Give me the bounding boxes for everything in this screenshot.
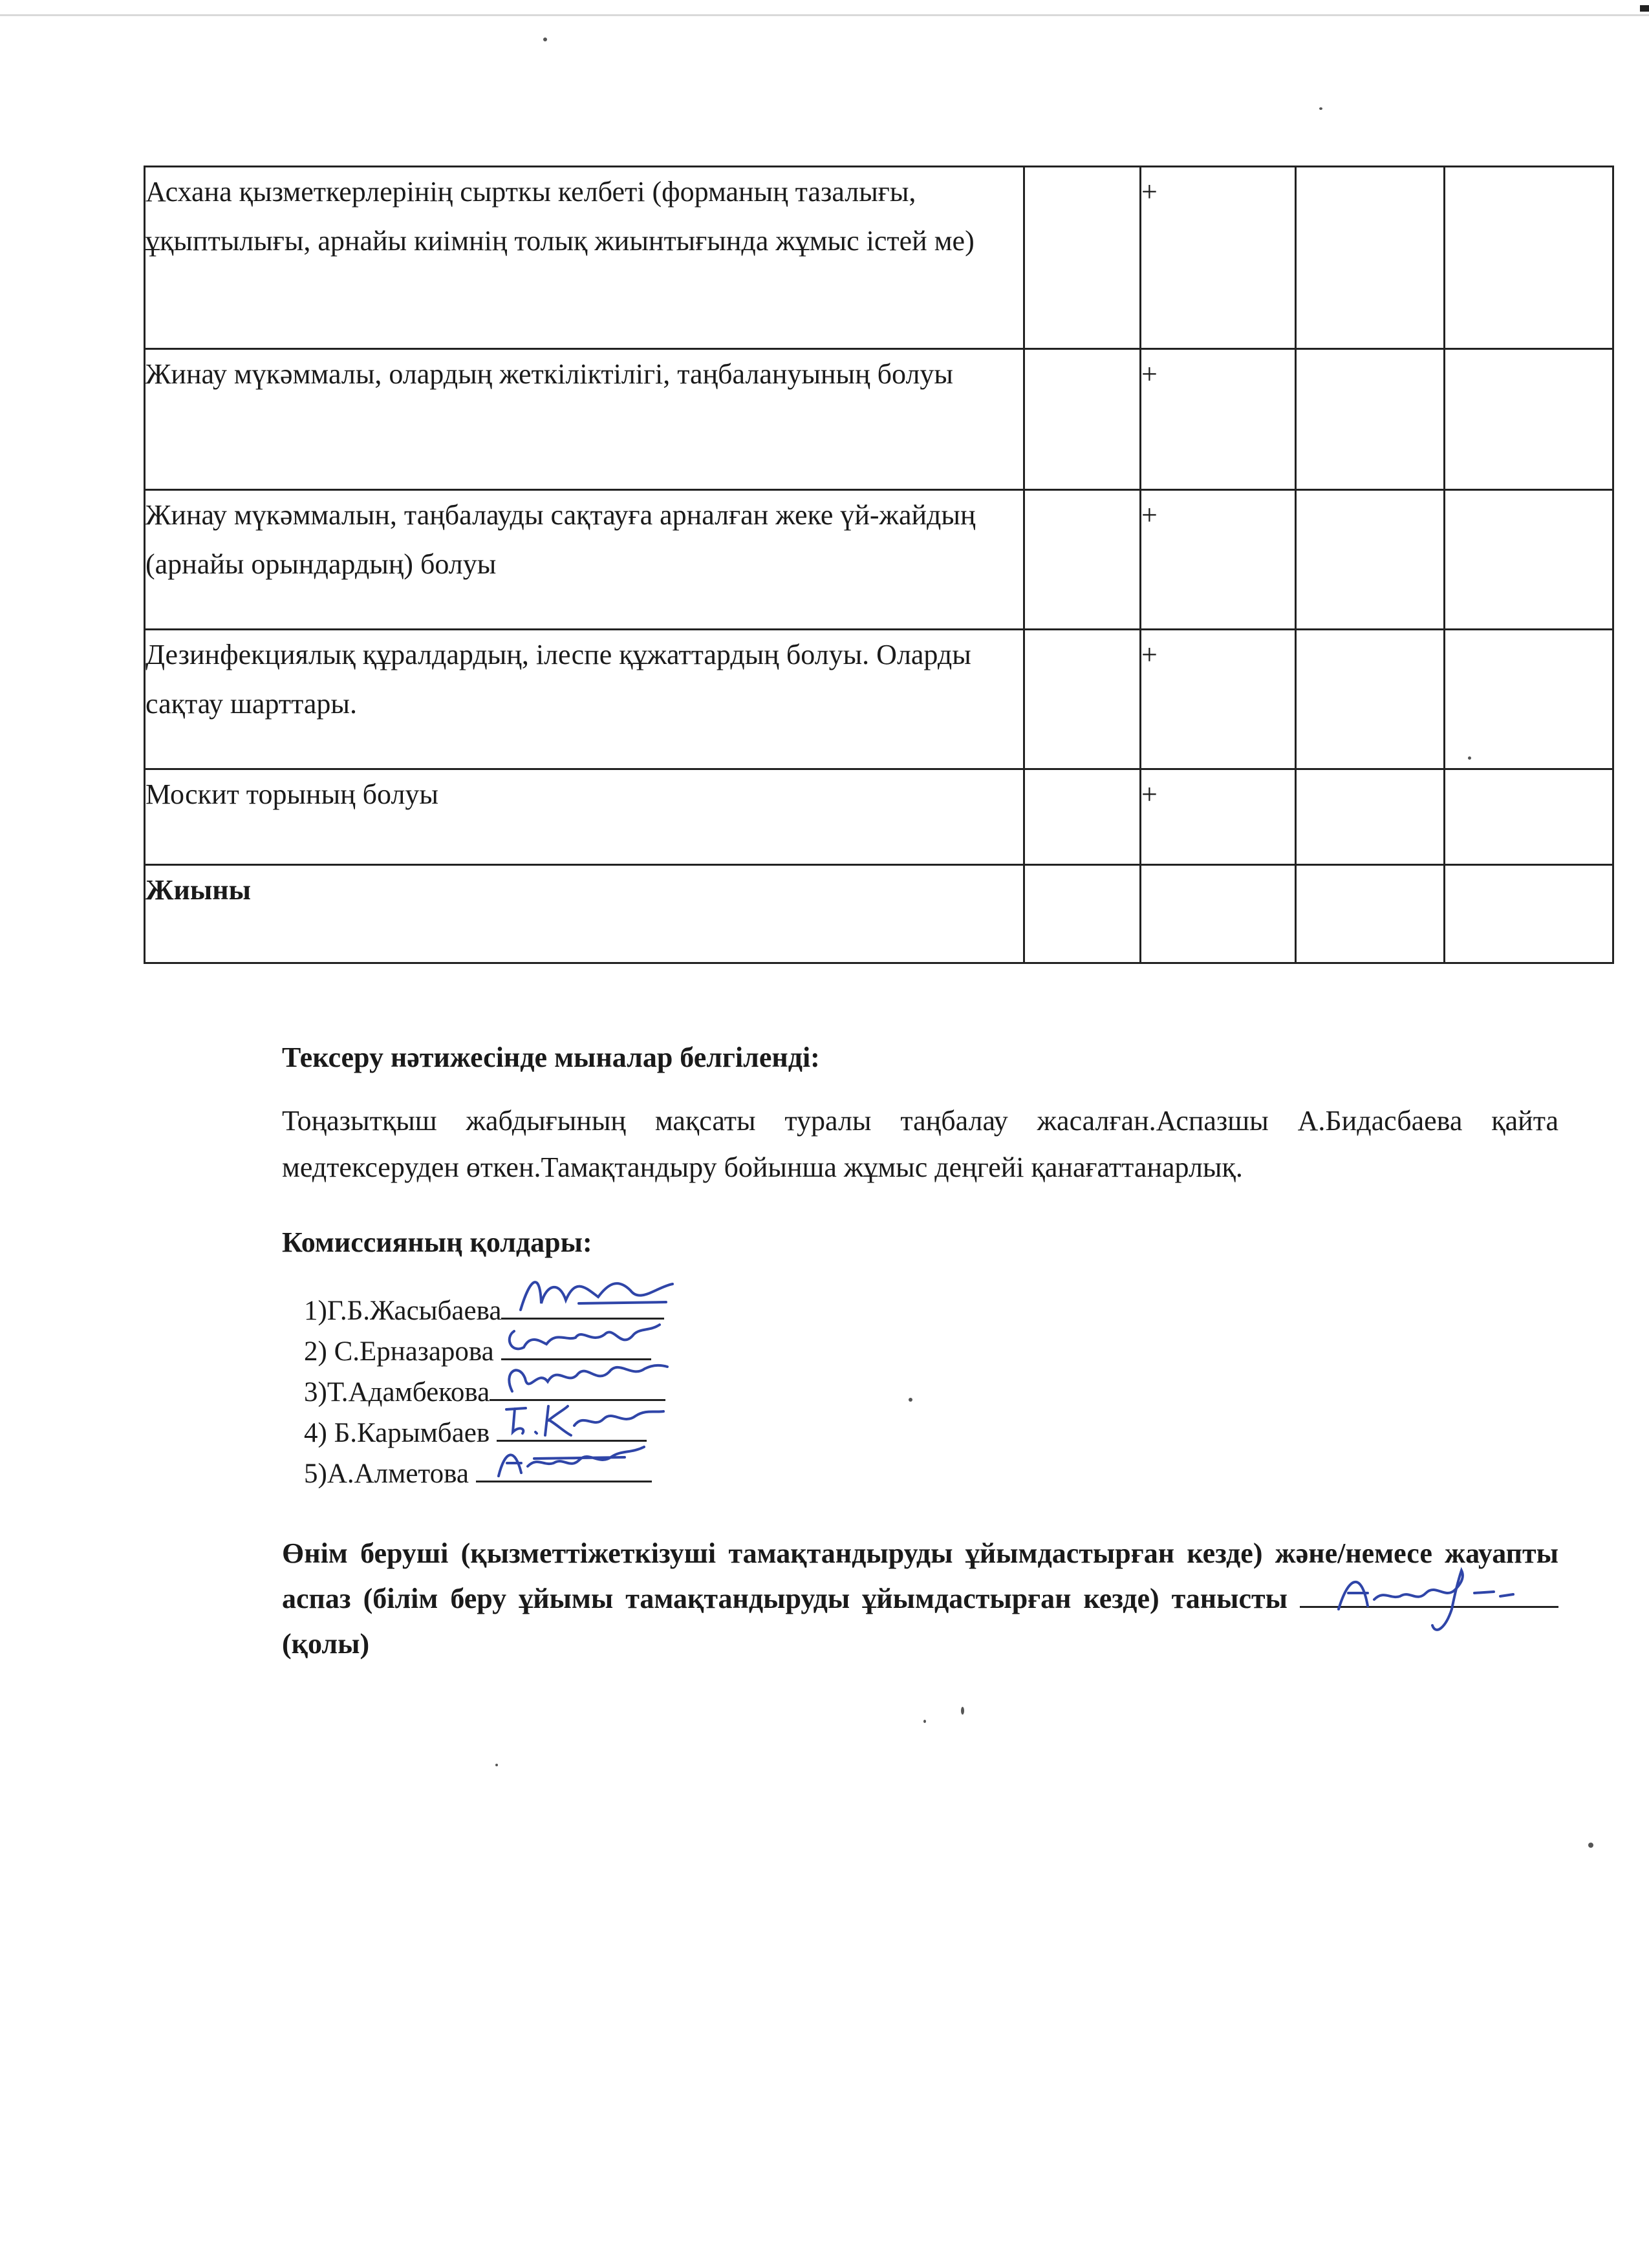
table-row — [145, 167, 1613, 349]
empty-cell — [1445, 490, 1613, 630]
empty-cell — [1296, 769, 1445, 865]
signature-mark — [476, 1428, 657, 1486]
producer-signature-line — [1300, 1580, 1558, 1608]
scan-speck — [543, 37, 547, 41]
empty-cell — [1024, 865, 1141, 963]
scan-corner-mark — [1640, 5, 1649, 12]
criterion-cell: Асхана қызметкерлерінің сырткы келбеті (форманың тазалығы, ұқыптылығы, арнайы киімнің толық жиынтығында жұмыс істей ме) — [145, 167, 1024, 349]
mark-cell: + — [1141, 490, 1296, 630]
empty-cell — [1141, 865, 1296, 963]
producer-suffix: (қолы) — [282, 1628, 370, 1660]
member-name: 5)А.Алметова — [304, 1459, 476, 1489]
empty-cell — [1024, 167, 1141, 349]
scan-speck — [1588, 1843, 1593, 1848]
findings-heading: Тексеру нәтижесінде мыналар белгіленді: — [282, 1042, 820, 1073]
table-row — [145, 490, 1613, 630]
mark-cell: + — [1141, 769, 1296, 865]
criterion-cell: Жинау мүкәммалы, олардың жеткіліктілігі, таңбалануының болуы — [145, 349, 1024, 490]
scan-speck — [923, 1720, 926, 1723]
scan-speck — [495, 1764, 498, 1766]
empty-cell — [1445, 349, 1613, 490]
signature-row — [304, 1450, 665, 1490]
total-label: Жиыны — [145, 865, 1024, 963]
empty-cell — [1024, 490, 1141, 630]
member-name: 1)Г.Б.Жасыбаева — [304, 1296, 502, 1326]
table-row — [145, 349, 1613, 490]
empty-cell — [1024, 349, 1141, 490]
empty-cell — [1445, 865, 1613, 963]
member-name: 3)Т.Адамбекова — [304, 1377, 490, 1407]
member-name: 4) Б.Карымбаев — [304, 1418, 497, 1448]
producer-text: Өнім беруші (қызметтіжеткізуші тамақтандыруды ұйымдастырған кезде) және/немесе жауапты аспаз (білім беру ұйымы тамақтандыруды ұйымдастырған кезде) танысты — [282, 1537, 1558, 1614]
inspection-table — [144, 166, 1614, 964]
empty-cell — [1296, 167, 1445, 349]
signature-mark — [1326, 1548, 1558, 1638]
empty-cell — [1024, 630, 1141, 769]
scan-speck — [909, 1398, 912, 1402]
scan-top-edge — [0, 14, 1649, 16]
commission-signatures — [304, 1287, 665, 1490]
commission-heading: Комиссияның қолдары: — [282, 1226, 592, 1258]
empty-cell — [1024, 769, 1141, 865]
criterion-cell: Дезинфекциялық құралдардың, ілеспе құжаттардың болуы. Оларды сақтау шарттары. — [145, 630, 1024, 769]
scan-speck — [1319, 107, 1322, 110]
mark-cell: + — [1141, 349, 1296, 490]
table-row — [145, 630, 1613, 769]
member-name: 2) С.Ерназарова — [304, 1336, 501, 1367]
empty-cell — [1296, 865, 1445, 963]
mark-cell: + — [1141, 630, 1296, 769]
signature-line — [476, 1450, 652, 1482]
empty-cell — [1296, 349, 1445, 490]
empty-cell — [1296, 630, 1445, 769]
scan-speck — [961, 1707, 964, 1715]
empty-cell — [1445, 630, 1613, 769]
producer-statement — [282, 1531, 1558, 1667]
empty-cell — [1296, 490, 1445, 630]
mark-cell: + — [1141, 167, 1296, 349]
empty-cell — [1445, 769, 1613, 865]
table-row — [145, 769, 1613, 865]
table-total-row — [145, 865, 1613, 963]
criterion-cell: Жинау мүкәммалын, таңбалауды сақтауға арналған жеке үй-жайдың (арнайы орындардың) болуы — [145, 490, 1024, 630]
empty-cell — [1445, 167, 1613, 349]
findings-text: Тоңазытқыш жабдығының мақсаты туралы таңбалау жасалған.Аспазшы А.Бидасбаева қайта медтексеруден өткен.Тамақтандыру бойынша жұмыс деңгейі қанағаттанарлық. — [282, 1105, 1558, 1183]
criterion-cell: Москит торының болуы — [145, 769, 1024, 865]
